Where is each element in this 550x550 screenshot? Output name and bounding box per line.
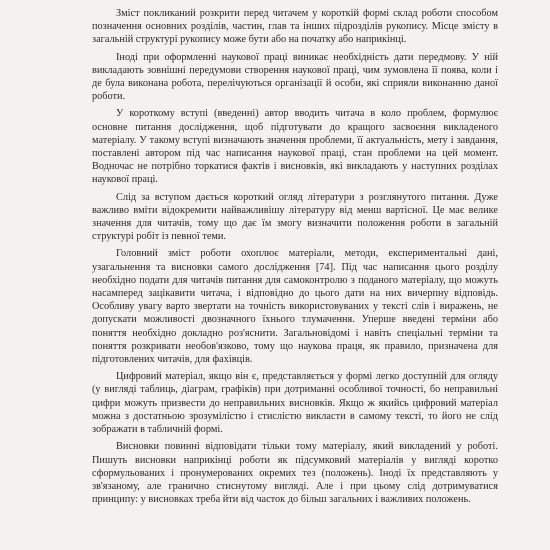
paragraph-literature-review: Слід за вступом дається короткий огляд літератури з розглянутого питання. Дуже важливо вміти відокремити найважливішу літературу від менш вартісної. Це має велике значення для читачів, тому що дає їм змогу визначити положення роботи в загальній структурі робіт із певної теми. [92,191,498,243]
paragraph-numerical-material: Цифровий матеріал, якщо він є, представляється у формі легко доступній для огляду (у вигляді таблиць, діаграм, графіків) при дотриманні особливої точності, бо неправильні цифри можуть призвести до неправильних висновків. Якщо ж якийсь цифровий матеріал можна з достатньою зрозумілістю і стислістю викласти в самому тексті, то його не слід зображати в табличній формі. [92,371,498,436]
paragraph-contents: Зміст покликаний розкрити перед читачем у короткій формі склад роботи способом позначення основних розділів, частин, глав та інших підрозділів рукопису. Місце змісту в загальній структурі рукопису може бути або на початку або наприкінці. [92,8,498,46]
paragraph-conclusions: Висновки повинні відповідати тільки тому матеріалу, який викладений у роботі. Пишуть висновки наприкінці роботи як підсумковий матеріалів у вигляді коротко сформульованих і пронумерованих окремих тез (положень). Іноді їх представляють у зв'язаному, але гранично стиснутому вигляді. Але і при цьому слід дотримуватися принципу: у висновках треба йти від часток до більш загальних і важливих положень. [92,441,498,506]
paragraph-main-content: Головний зміст роботи охоплює матеріали, методи, експериментальні дані, узагальнення та висновки самого дослідження [74]. Під час написання цього розділу необхідно подати для читачів питання для самоконтролю з поданого матеріалу, що можуть насамперед зацікавити читача, і відповідно до цього дати на них вичерпну відповідь. Особливу увагу варто звертати на точність використовуваних у тексті слів і виражень, не допускати можливості двозначного їхнього тлумачення. Уперше введені терміни або поняття необхідно докладно роз'яснити. Загальновідомі і навіть спеціальні терміни та поняття розкривати необов'язково, тому що наукова праця, як правило, призначена для підготовлених читачів, для фахівців. [92,248,498,366]
text-body [92,7,498,506]
paragraph-preface: Іноді при оформленні наукової праці виникає необхідність дати передмову. У ній викладають зовнішні передумови створення наукової праці, чим зумовлена її поява, коли і де була виконана робота, перелічуються організації й особи, які сприяли виконанню даної роботи. [92,51,498,103]
paragraph-introduction: У короткому вступі (введенні) автор вводить читача в коло проблем, формулює основне питання дослідження, щоб підготувати до кращого засвоєння викладеного матеріалу. У такому вступі визначають значення проблеми, її актуальність, мету і завдання, поставлені автором під час написання наукової праці, стан проблеми на цей момент. Водночас не потрібно торкатися фактів і висновків, які викладають у наступних розділах наукової праці. [92,108,498,186]
